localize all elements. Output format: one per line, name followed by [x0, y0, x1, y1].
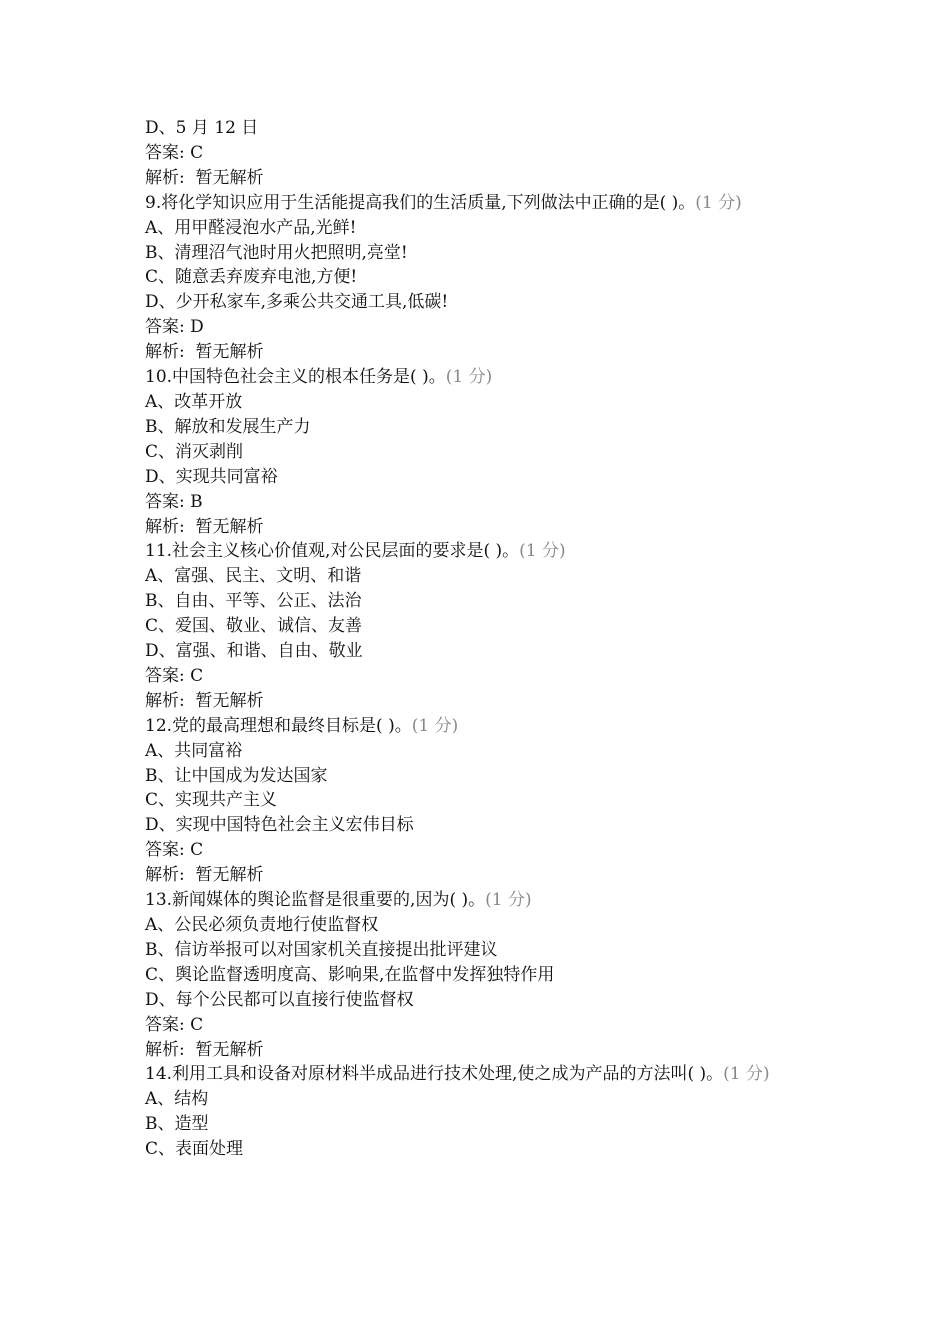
question-stem: 13.新闻媒体的舆论监督是很重要的,因为( )。 — [145, 890, 486, 911]
question-score: (1 分) — [411, 715, 459, 736]
analysis-line: 解析: 暂无解析 — [145, 342, 264, 363]
option-line: A、结构 — [145, 1089, 209, 1110]
question-text — [145, 365, 805, 390]
option-line: A、共同富裕 — [145, 740, 243, 761]
question-score: (1 分) — [723, 1064, 770, 1085]
answer-line: 答案: C — [145, 142, 204, 163]
question-stem: 14.利用工具和设备对原材料半成品进行技术处理,使之成为产品的方法叫( )。 — [145, 1064, 724, 1085]
question-block — [145, 1062, 805, 1162]
option-line: C、消灭剥削 — [145, 441, 244, 462]
option-line: D、少开私家车,多乘公共交通工具,低碳! — [145, 292, 449, 313]
question-block — [145, 191, 805, 365]
answer-line: 答案: B — [145, 491, 203, 512]
option-line: D、富强、和谐、自由、敬业 — [145, 641, 363, 662]
question-stem: 11.社会主义核心价值观,对公民层面的要求是( )。 — [145, 541, 520, 562]
option-line: A、改革开放 — [145, 391, 243, 412]
option-line: A、富强、民主、文明、和谐 — [145, 566, 362, 587]
option-line: D、每个公民都可以直接行使监督权 — [145, 989, 414, 1010]
option-line: B、信访举报可以对国家机关直接提出批评建议 — [145, 939, 498, 960]
answer-line: 答案: C — [145, 840, 204, 861]
question-stem: 12.党的最高理想和最终目标是( )。 — [145, 715, 412, 736]
question-block — [145, 714, 805, 888]
option-line: C、表面处理 — [145, 1139, 244, 1160]
option-line: D、5 月 12 日 — [145, 118, 259, 138]
question-block — [145, 888, 805, 1062]
analysis-line: 解析: 暂无解析 — [145, 516, 264, 537]
option-line: B、让中国成为发达国家 — [145, 765, 328, 786]
option-line: D、实现共同富裕 — [145, 466, 278, 487]
question-block — [145, 539, 805, 713]
question-text — [145, 191, 805, 216]
option-line: C、实现共产主义 — [145, 790, 278, 811]
option-line: A、公民必须负责地行使监督权 — [145, 915, 379, 935]
question-text — [145, 539, 805, 564]
option-line: C、舆论监督透明度高、影响果,在监督中发挥独特作用 — [145, 964, 555, 985]
document-page — [145, 116, 805, 1162]
question-score: (1 分) — [519, 541, 566, 562]
question-text — [145, 714, 805, 739]
option-line: C、随意丢弃废弃电池,方便! — [145, 267, 358, 288]
option-line: B、造型 — [145, 1114, 209, 1135]
question-score: (1 分) — [695, 192, 742, 213]
analysis-line: 解析: 暂无解析 — [145, 167, 264, 188]
option-line: C、爱国、敬业、诚信、友善 — [145, 616, 363, 637]
answer-line: 答案: C — [145, 665, 204, 686]
answer-line: 答案: C — [145, 1014, 204, 1035]
option-line: A、用甲醛浸泡水产品,光鲜! — [145, 217, 357, 238]
question-block — [145, 365, 805, 539]
question-score: (1 分) — [445, 367, 493, 388]
option-line: B、解放和发展生产力 — [145, 416, 311, 437]
question-text — [145, 888, 805, 913]
analysis-line: 解析: 暂无解析 — [145, 1039, 264, 1060]
analysis-line: 解析: 暂无解析 — [145, 865, 264, 886]
answer-line: 答案: D — [145, 317, 204, 338]
question-stem: 9.将化学知识应用于生活能提高我们的生活质量,下列做法中正确的是( )。 — [145, 192, 696, 213]
question-text — [145, 1062, 805, 1087]
analysis-line: 解析: 暂无解析 — [145, 690, 264, 711]
option-line: B、清理沼气池时用火把照明,亮堂! — [145, 242, 408, 263]
question-stem: 10.中国特色社会主义的根本任务是( )。 — [145, 367, 446, 388]
question-score: (1 分) — [485, 890, 532, 911]
option-line: B、自由、平等、公正、法治 — [145, 591, 362, 612]
option-line: D、实现中国特色社会主义宏伟目标 — [145, 815, 414, 836]
